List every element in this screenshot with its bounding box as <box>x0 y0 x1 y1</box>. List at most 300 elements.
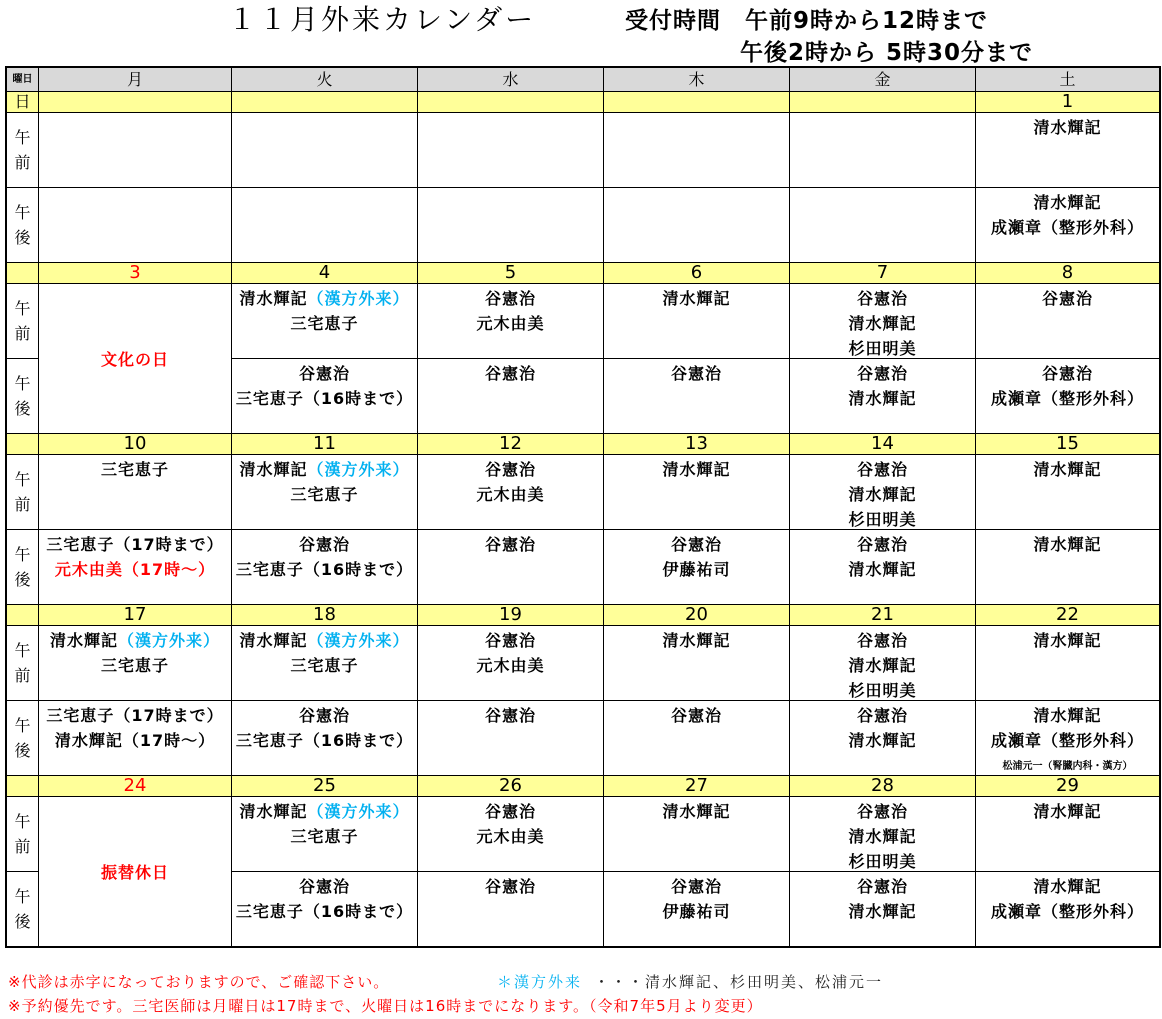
doctor-name: 清水輝記 <box>662 460 731 479</box>
pm-cell-thu <box>604 188 789 262</box>
doctor-name: 清水輝記 <box>1033 877 1102 896</box>
date-cell-sat: 8 <box>976 263 1159 283</box>
pm-cell-sat <box>976 359 1159 433</box>
doctor-name: 清水輝記 <box>239 802 308 821</box>
am-cell-fri <box>790 797 975 871</box>
schedule-line <box>604 361 789 386</box>
doctor-name: 清水輝記 <box>848 389 917 408</box>
schedule-line <box>418 703 603 728</box>
schedule-line <box>976 899 1159 924</box>
schedule-line <box>604 286 789 311</box>
date-cell-wed: 12 <box>418 434 603 454</box>
schedule-line <box>604 874 789 899</box>
pm-cell-fri <box>790 188 975 262</box>
pm-row-label-char: 後 <box>14 399 31 418</box>
am-cell-fri <box>790 284 975 358</box>
am-cell-sat <box>976 284 1159 358</box>
doctor-name: 杉田明美 <box>848 510 917 529</box>
pm-row-label-char: 午 <box>14 887 31 906</box>
pm-row-label-char: 後 <box>14 228 31 247</box>
am-row-label <box>7 797 38 871</box>
date-cell-fri: 14 <box>790 434 975 454</box>
date-row-label <box>7 605 38 625</box>
am-cell-thu <box>604 797 789 871</box>
am-row-label-char: 午 <box>14 470 31 489</box>
doctor-name: 谷憲治 <box>670 877 722 896</box>
doctor-name: 成瀬章（整形外科） <box>990 389 1144 408</box>
schedule-line <box>604 532 789 557</box>
doctor-name: 谷憲治 <box>484 364 536 383</box>
am-row-label-char: 前 <box>14 666 31 685</box>
doctor-name: 清水輝記 <box>49 631 118 650</box>
schedule-line <box>232 286 417 311</box>
schedule-line <box>790 482 975 507</box>
pm-row-label <box>7 872 38 946</box>
schedule-line <box>790 899 975 924</box>
schedule-line <box>418 824 603 849</box>
am-cell-thu <box>604 626 789 700</box>
schedule-line <box>232 899 417 924</box>
schedule-line <box>976 728 1159 753</box>
doctor-name: 清水輝記 <box>662 631 731 650</box>
doctor-name: 成瀬章（整形外科） <box>990 731 1144 750</box>
pm-cell-tue <box>232 872 417 946</box>
date-cell-tue: 25 <box>232 776 417 796</box>
doctor-name: 谷憲治 <box>856 460 908 479</box>
schedule-line <box>790 799 975 824</box>
date-cell-mon: 10 <box>39 434 231 454</box>
doctor-name: 清水輝記 <box>239 460 308 479</box>
am-cell-wed <box>418 284 603 358</box>
am-cell-tue <box>232 284 417 358</box>
am-cell-sat <box>976 455 1159 529</box>
kampo-clinic-tag: （漢方外来） <box>307 802 410 821</box>
schedule-line <box>232 482 417 507</box>
am-cell-wed <box>418 797 603 871</box>
schedule-line <box>39 557 231 582</box>
pm-cell-sat <box>976 872 1159 946</box>
schedule-line <box>790 507 975 529</box>
pm-row-label-char: 午 <box>14 716 31 735</box>
schedule-line <box>790 849 975 871</box>
doctor-name: 谷憲治 <box>484 631 536 650</box>
schedule-line <box>232 457 417 482</box>
date-cell-tue: 4 <box>232 263 417 283</box>
doctor-name: 清水輝記 <box>1033 802 1102 821</box>
am-row-label <box>7 284 38 358</box>
schedule-line <box>976 386 1159 411</box>
schedule-line <box>976 532 1159 557</box>
kampo-clinic-tag: （漢方外来） <box>307 460 410 479</box>
schedule-line <box>232 874 417 899</box>
pm-cell-thu <box>604 701 789 775</box>
doctor-name: 清水輝記 <box>1033 460 1102 479</box>
doctor-name: 清水輝記 <box>239 631 308 650</box>
schedule-line <box>232 311 417 336</box>
schedule-line <box>790 532 975 557</box>
header-day-sat: 土 <box>976 68 1159 91</box>
schedule-line <box>418 361 603 386</box>
doctor-name: 谷憲治 <box>856 364 908 383</box>
date-cell-tue: 18 <box>232 605 417 625</box>
am-cell-mon <box>39 626 231 700</box>
pm-cell-sat <box>976 188 1159 262</box>
am-cell-wed <box>418 113 603 187</box>
holiday-cell: 振替休日 <box>39 797 231 946</box>
doctor-name: 三宅恵子（17時まで） <box>46 706 224 725</box>
date-cell-mon: 3 <box>39 263 231 283</box>
doctor-name: 清水輝記 <box>848 827 917 846</box>
am-cell-mon <box>39 455 231 529</box>
doctor-name: 三宅恵子 <box>290 827 359 846</box>
am-cell-sat <box>976 797 1159 871</box>
doctor-name: 元木由美 <box>476 485 545 504</box>
schedule-line <box>976 190 1159 215</box>
schedule-line <box>604 628 789 653</box>
am-cell-fri <box>790 626 975 700</box>
doctor-name: 谷憲治 <box>484 460 536 479</box>
schedule-line <box>604 799 789 824</box>
am-row-label-char: 午 <box>14 812 31 831</box>
am-row-label <box>7 455 38 529</box>
doctor-name: 元木由美 <box>476 314 545 333</box>
schedule-line <box>418 874 603 899</box>
schedule-line <box>790 311 975 336</box>
kampo-clinic-tag: （漢方外来） <box>118 631 221 650</box>
schedule-line <box>976 628 1159 653</box>
pm-cell-wed <box>418 188 603 262</box>
schedule-line <box>604 899 789 924</box>
schedule-line <box>790 824 975 849</box>
schedule-line <box>418 653 603 678</box>
doctor-name: 清水輝記 <box>1033 706 1102 725</box>
doctor-name: 杉田明美 <box>848 339 917 358</box>
doctor-name: 三宅恵子（16時まで） <box>235 389 414 408</box>
schedule-line <box>232 628 417 653</box>
calendar-grid <box>6 67 1160 947</box>
doctor-name: 谷憲治 <box>856 706 908 725</box>
doctor-name: 三宅恵子 <box>100 460 169 479</box>
am-cell-wed <box>418 626 603 700</box>
pm-cell-sat <box>976 530 1159 604</box>
date-cell-wed <box>418 92 603 112</box>
doctor-name: 清水輝記 <box>848 731 917 750</box>
doctor-name: 谷憲治 <box>856 289 908 308</box>
doctor-name: 谷憲治 <box>670 364 722 383</box>
schedule-line <box>790 336 975 358</box>
doctor-name: 清水輝記 <box>1033 631 1102 650</box>
holiday-cell: 文化の日 <box>39 284 231 433</box>
doctor-name-small: 松浦元一（腎臓内科・漢方） <box>1002 761 1133 772</box>
schedule-line <box>790 728 975 753</box>
doctor-name: 杉田明美 <box>848 852 917 871</box>
date-cell-wed: 19 <box>418 605 603 625</box>
pm-cell-mon <box>39 188 231 262</box>
schedule-line <box>232 386 417 411</box>
pm-row-label <box>7 188 38 262</box>
am-cell-wed <box>418 455 603 529</box>
doctor-name: 元木由美 <box>476 656 545 675</box>
date-cell-thu <box>604 92 789 112</box>
date-cell-mon: 24 <box>39 776 231 796</box>
schedule-line <box>39 532 231 557</box>
schedule-line <box>418 311 603 336</box>
schedule-line <box>604 457 789 482</box>
am-row-label-char: 前 <box>14 837 31 856</box>
schedule-line <box>418 628 603 653</box>
doctor-name: 伊藤祐司 <box>662 560 731 579</box>
schedule-line <box>790 457 975 482</box>
date-row-label <box>7 263 38 283</box>
doctor-name: 清水輝記 <box>848 560 917 579</box>
schedule-line <box>39 703 231 728</box>
doctor-name: 谷憲治 <box>484 802 536 821</box>
schedule-line <box>39 457 231 482</box>
schedule-line <box>232 361 417 386</box>
schedule-line <box>232 532 417 557</box>
doctor-name: 三宅恵子（16時まで） <box>235 560 414 579</box>
date-cell-tue <box>232 92 417 112</box>
pm-cell-wed <box>418 872 603 946</box>
date-cell-tue: 11 <box>232 434 417 454</box>
date-cell-fri <box>790 92 975 112</box>
pm-cell-fri <box>790 701 975 775</box>
doctor-name: 谷憲治 <box>856 802 908 821</box>
reception-hours-afternoon: 午後2時から 5時30分まで <box>740 40 1034 66</box>
schedule-line <box>232 557 417 582</box>
doctor-name: 杉田明美 <box>848 681 917 700</box>
doctor-name: 清水輝記 <box>848 485 917 504</box>
am-cell-mon <box>39 113 231 187</box>
date-cell-thu: 6 <box>604 263 789 283</box>
schedule-line <box>790 628 975 653</box>
doctor-name: 三宅恵子 <box>290 485 359 504</box>
schedule-line <box>790 653 975 678</box>
doctor-name: 清水輝記 <box>848 314 917 333</box>
date-row-label <box>7 776 38 796</box>
kampo-clinic-tag: （漢方外来） <box>307 289 410 308</box>
doctor-name: 三宅恵子 <box>290 656 359 675</box>
kampo-clinic-label: ＊漢方外来 <box>497 973 583 991</box>
schedule-line <box>976 361 1159 386</box>
doctor-name: 元木由美 <box>476 827 545 846</box>
pm-cell-tue <box>232 188 417 262</box>
schedule-line <box>418 532 603 557</box>
am-cell-sat <box>976 626 1159 700</box>
date-cell-mon: 17 <box>39 605 231 625</box>
doctor-name: 谷憲治 <box>298 706 350 725</box>
pm-row-label <box>7 530 38 604</box>
schedule-line <box>232 703 417 728</box>
pm-row-label-char: 午 <box>14 545 31 564</box>
schedule-line <box>976 457 1159 482</box>
am-cell-tue <box>232 797 417 871</box>
date-cell-mon <box>39 92 231 112</box>
schedule-line <box>418 799 603 824</box>
doctor-name: 谷憲治 <box>298 877 350 896</box>
doctor-name: 谷憲治 <box>856 631 908 650</box>
pm-cell-mon <box>39 530 231 604</box>
pm-row-label-char: 午 <box>14 203 31 222</box>
schedule-line <box>39 728 231 753</box>
header-day-wed: 水 <box>418 68 603 91</box>
pm-cell-tue <box>232 530 417 604</box>
schedule-line <box>790 703 975 728</box>
doctor-name: 谷憲治 <box>670 706 722 725</box>
schedule-line <box>232 799 417 824</box>
am-row-label-char: 前 <box>14 495 31 514</box>
pm-cell-fri <box>790 530 975 604</box>
doctor-name: 成瀬章（整形外科） <box>990 218 1144 237</box>
date-row-label <box>7 434 38 454</box>
header-corner-label: 曜日 <box>7 68 38 91</box>
reservation-note: ※予約優先です。三宅医師は月曜日は17時まで、火曜日は16時までになります。（令和7年5月より変更） <box>8 997 763 1015</box>
date-cell-wed: 26 <box>418 776 603 796</box>
doctor-name: 谷憲治 <box>484 289 536 308</box>
schedule-line <box>418 286 603 311</box>
kampo-clinic-note <box>497 972 883 992</box>
pm-row-label-char: 後 <box>14 741 31 760</box>
doctor-name: 谷憲治 <box>484 535 536 554</box>
doctor-name: 清水輝記 <box>1033 193 1102 212</box>
am-cell-fri <box>790 455 975 529</box>
doctor-name: 三宅恵子（16時まで） <box>235 731 414 750</box>
doctor-name: 谷憲治 <box>1041 289 1093 308</box>
pm-row-label-char: 後 <box>14 912 31 931</box>
doctor-name: 谷憲治 <box>484 706 536 725</box>
schedule-line <box>976 874 1159 899</box>
am-cell-thu <box>604 455 789 529</box>
date-cell-sat: 22 <box>976 605 1159 625</box>
pm-cell-wed <box>418 530 603 604</box>
doctor-name: 三宅恵子 <box>100 656 169 675</box>
pm-row-label-char: 後 <box>14 570 31 589</box>
schedule-line <box>976 215 1159 240</box>
schedule-line <box>418 457 603 482</box>
schedule-line <box>604 557 789 582</box>
schedule-line <box>790 678 975 700</box>
date-cell-sat: 15 <box>976 434 1159 454</box>
doctor-name: 三宅恵子（17時まで） <box>46 535 224 554</box>
am-row-label-char: 午 <box>14 299 31 318</box>
doctor-name: 三宅恵子 <box>290 314 359 333</box>
doctor-name: 成瀬章（整形外科） <box>990 902 1144 921</box>
doctor-name: 清水輝記 <box>848 902 917 921</box>
am-row-label-char: 前 <box>14 324 31 343</box>
kampo-clinic-tag: （漢方外来） <box>307 631 410 650</box>
date-cell-sat: 29 <box>976 776 1159 796</box>
am-row-label-char: 前 <box>14 153 31 172</box>
date-cell-fri: 21 <box>790 605 975 625</box>
doctor-name: 谷憲治 <box>670 535 722 554</box>
am-cell-thu <box>604 113 789 187</box>
date-cell-fri: 28 <box>790 776 975 796</box>
schedule-line <box>232 728 417 753</box>
pm-cell-sat <box>976 701 1159 775</box>
date-cell-thu: 13 <box>604 434 789 454</box>
am-cell-tue <box>232 626 417 700</box>
pm-cell-tue <box>232 701 417 775</box>
schedule-line <box>790 557 975 582</box>
pm-cell-fri <box>790 872 975 946</box>
kampo-clinic-doctors: ・・・清水輝記、杉田明美、松浦元一 <box>594 973 884 991</box>
am-row-label <box>7 626 38 700</box>
reception-hours-morning: 受付時間 午前9時から12時まで <box>625 8 989 34</box>
schedule-line <box>232 653 417 678</box>
schedule-line <box>39 653 231 678</box>
schedule-line <box>790 386 975 411</box>
date-cell-wed: 5 <box>418 263 603 283</box>
date-cell-thu: 20 <box>604 605 789 625</box>
doctor-name: 伊藤祐司 <box>662 902 731 921</box>
substitute-doctor: 元木由美（17時～） <box>54 560 216 579</box>
doctor-name: 三宅恵子（16時まで） <box>235 902 414 921</box>
pm-cell-tue <box>232 359 417 433</box>
date-row-label: 日 <box>7 92 38 112</box>
date-cell-thu: 27 <box>604 776 789 796</box>
header-day-tue: 火 <box>232 68 417 91</box>
doctor-name: 清水輝記 <box>848 656 917 675</box>
am-row-label <box>7 113 38 187</box>
doctor-name: 清水輝記 <box>662 289 731 308</box>
page-title: １１月外来カレンダー <box>228 3 537 36</box>
doctor-name: 清水輝記 <box>1033 535 1102 554</box>
pm-cell-thu <box>604 872 789 946</box>
schedule-line <box>790 874 975 899</box>
am-row-label-char: 午 <box>14 641 31 660</box>
header-day-mon: 月 <box>39 68 231 91</box>
pm-row-label <box>7 359 38 433</box>
doctor-name: 谷憲治 <box>856 535 908 554</box>
pm-cell-wed <box>418 701 603 775</box>
am-cell-tue <box>232 455 417 529</box>
doctor-name: 清水輝記 <box>239 289 308 308</box>
doctor-name: 谷憲治 <box>298 535 350 554</box>
doctor-name: 谷憲治 <box>1041 364 1093 383</box>
schedule-line <box>976 286 1159 311</box>
doctor-name: 清水輝記 <box>1033 118 1102 137</box>
am-row-label-char: 午 <box>14 128 31 147</box>
am-cell-tue <box>232 113 417 187</box>
schedule-line <box>976 115 1159 140</box>
header-day-fri: 金 <box>790 68 975 91</box>
schedule-line <box>418 482 603 507</box>
doctor-name: 谷憲治 <box>856 877 908 896</box>
header-day-thu: 木 <box>604 68 789 91</box>
pm-cell-thu <box>604 359 789 433</box>
substitute-note: ※代診は赤字になっておりますので、ご確認下さい。 <box>8 973 390 991</box>
pm-row-label <box>7 701 38 775</box>
schedule-line <box>976 753 1159 775</box>
pm-cell-thu <box>604 530 789 604</box>
date-cell-fri: 7 <box>790 263 975 283</box>
pm-cell-fri <box>790 359 975 433</box>
schedule-line <box>976 799 1159 824</box>
schedule-line <box>790 361 975 386</box>
schedule-line <box>39 628 231 653</box>
schedule-line <box>976 703 1159 728</box>
schedule-line <box>232 824 417 849</box>
pm-cell-wed <box>418 359 603 433</box>
date-cell-sat: 1 <box>976 92 1159 112</box>
doctor-name: 谷憲治 <box>298 364 350 383</box>
pm-row-label-char: 午 <box>14 374 31 393</box>
doctor-name: 清水輝記（17時～） <box>54 731 216 750</box>
schedule-line <box>604 703 789 728</box>
am-cell-fri <box>790 113 975 187</box>
am-cell-sat <box>976 113 1159 187</box>
doctor-name: 清水輝記 <box>662 802 731 821</box>
